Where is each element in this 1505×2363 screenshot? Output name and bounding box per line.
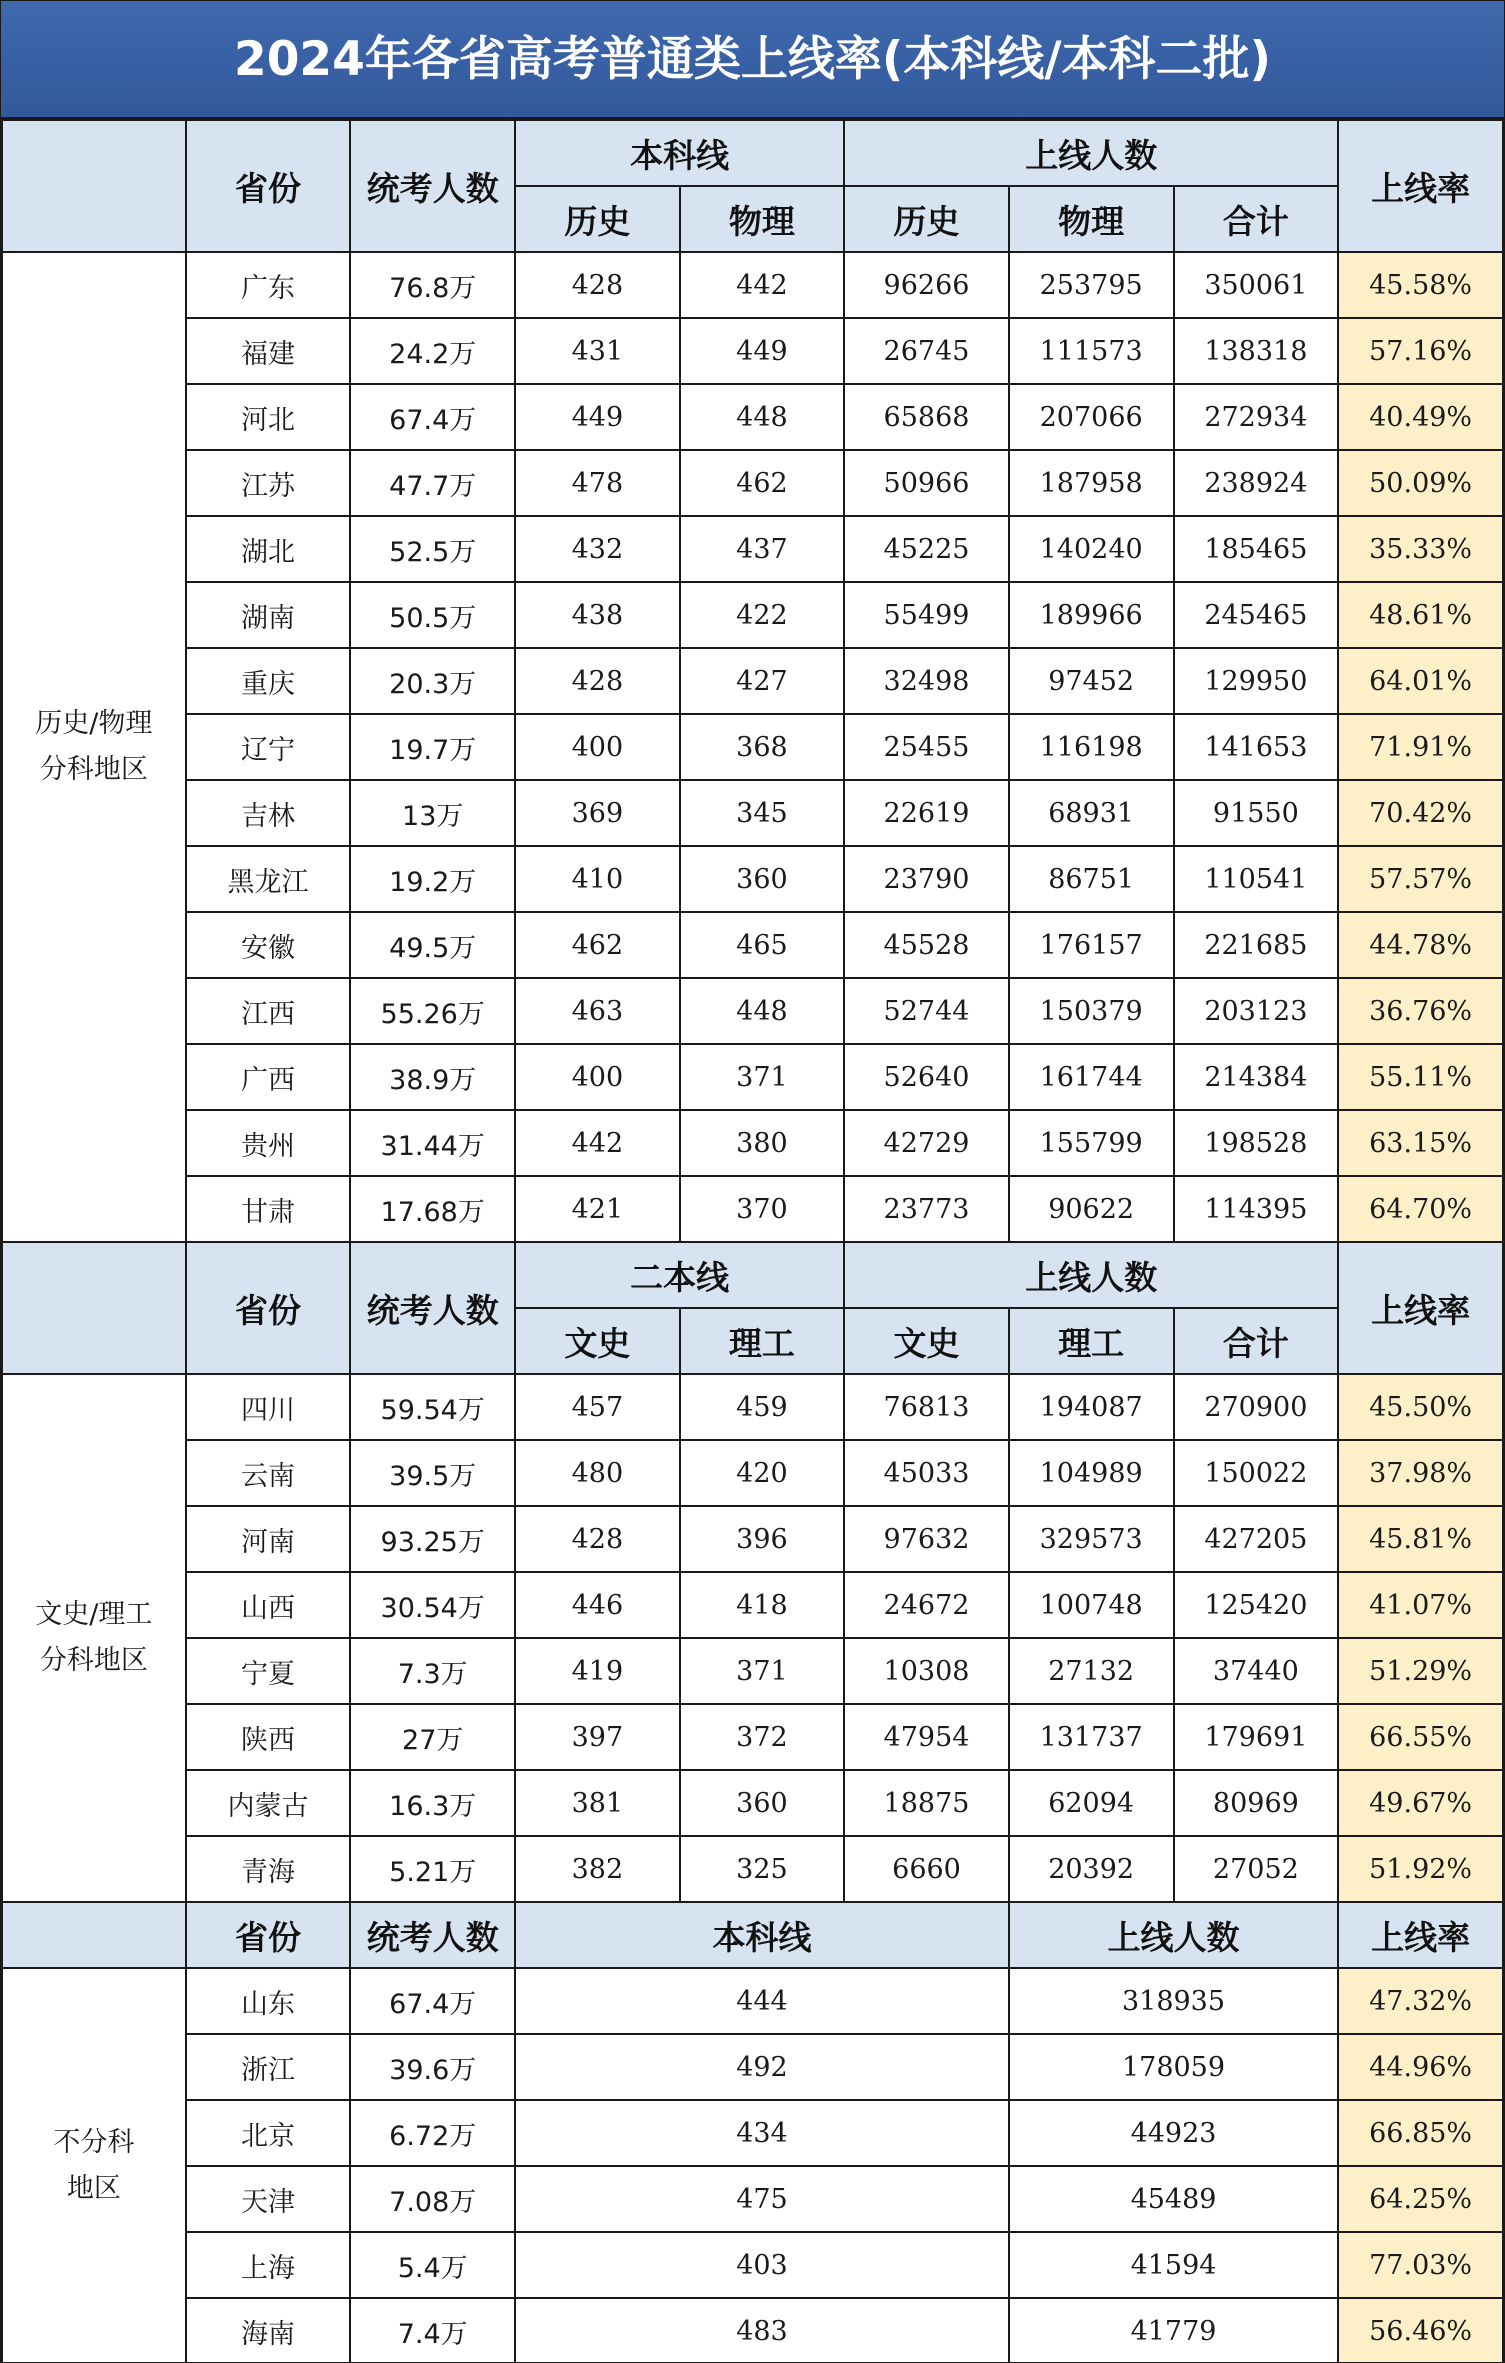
rate-cell: 35.33% (1338, 516, 1503, 582)
header-admitted-a: 历史 (844, 186, 1009, 252)
table-row (2, 1770, 1503, 1836)
admitted-b-cell: 111573 (1009, 318, 1174, 384)
line-a-cell: 431 (515, 318, 680, 384)
province-cell: 北京 (186, 2100, 351, 2166)
rate-cell: 56.46% (1338, 2298, 1503, 2363)
admitted-a-cell: 50966 (844, 450, 1009, 516)
header-total: 合计 (1174, 1308, 1339, 1374)
table-row (2, 2232, 1503, 2298)
admitted-b-cell: 100748 (1009, 1572, 1174, 1638)
rate-cell: 64.25% (1338, 2166, 1503, 2232)
admitted-a-cell: 55499 (844, 582, 1009, 648)
total-cell: 272934 (1174, 384, 1339, 450)
province-cell: 重庆 (186, 648, 351, 714)
line-a-cell: 382 (515, 1836, 680, 1902)
candidates-cell: 19.7万 (350, 714, 515, 780)
candidates-cell: 19.2万 (350, 846, 515, 912)
admitted-a-cell: 22619 (844, 780, 1009, 846)
line-a-cell: 478 (515, 450, 680, 516)
candidates-cell: 47.7万 (350, 450, 515, 516)
table-row (2, 516, 1503, 582)
admitted-b-cell: 189966 (1009, 582, 1174, 648)
candidates-cell: 6.72万 (350, 2100, 515, 2166)
admitted-a-cell: 52744 (844, 978, 1009, 1044)
admitted-a-cell: 76813 (844, 1374, 1009, 1440)
rate-cell: 37.98% (1338, 1440, 1503, 1506)
rate-cell: 48.61% (1338, 582, 1503, 648)
table-row (2, 1704, 1503, 1770)
admitted-cell: 318935 (1009, 1968, 1338, 2034)
line-b-cell: 325 (680, 1836, 845, 1902)
line-b-cell: 371 (680, 1044, 845, 1110)
header-blank (2, 1902, 186, 1968)
line-a-cell: 428 (515, 648, 680, 714)
candidates-cell: 93.25万 (350, 1506, 515, 1572)
province-cell: 甘肃 (186, 1176, 351, 1242)
header-admitted-a: 文史 (844, 1308, 1009, 1374)
total-cell: 138318 (1174, 318, 1339, 384)
province-cell: 宁夏 (186, 1638, 351, 1704)
table-row (2, 450, 1503, 516)
table-row (2, 1440, 1503, 1506)
line-a-cell: 419 (515, 1638, 680, 1704)
total-cell: 27052 (1174, 1836, 1339, 1902)
total-cell: 125420 (1174, 1572, 1339, 1638)
table-row (2, 846, 1503, 912)
header-row (2, 1902, 1503, 1968)
table-row (2, 1638, 1503, 1704)
province-cell: 陕西 (186, 1704, 351, 1770)
table-row (2, 2298, 1503, 2363)
header-province: 省份 (186, 120, 351, 252)
rate-cell: 49.67% (1338, 1770, 1503, 1836)
admitted-b-cell: 253795 (1009, 252, 1174, 318)
candidates-cell: 13万 (350, 780, 515, 846)
header-line: 二本线 (515, 1242, 844, 1308)
admitted-b-cell: 140240 (1009, 516, 1174, 582)
admitted-b-cell: 20392 (1009, 1836, 1174, 1902)
admitted-a-cell: 65868 (844, 384, 1009, 450)
admitted-b-cell: 176157 (1009, 912, 1174, 978)
total-cell: 91550 (1174, 780, 1339, 846)
admitted-a-cell: 10308 (844, 1638, 1009, 1704)
candidates-cell: 50.5万 (350, 582, 515, 648)
line-b-cell: 360 (680, 846, 845, 912)
candidates-cell: 5.21万 (350, 1836, 515, 1902)
total-cell: 37440 (1174, 1638, 1339, 1704)
table-row (2, 384, 1503, 450)
line-a-cell: 438 (515, 582, 680, 648)
admitted-b-cell: 90622 (1009, 1176, 1174, 1242)
header-row (2, 1242, 1503, 1308)
admitted-b-cell: 207066 (1009, 384, 1174, 450)
line-b-cell: 368 (680, 714, 845, 780)
province-cell: 河北 (186, 384, 351, 450)
header-admitted: 上线人数 (844, 1242, 1338, 1308)
admitted-a-cell: 45033 (844, 1440, 1009, 1506)
table-row (2, 978, 1503, 1044)
table-row (2, 582, 1503, 648)
line-b-cell: 371 (680, 1638, 845, 1704)
rate-cell: 45.81% (1338, 1506, 1503, 1572)
region-label: 历史/物理分科地区 (2, 252, 186, 1242)
province-cell: 云南 (186, 1440, 351, 1506)
admitted-b-cell: 155799 (1009, 1110, 1174, 1176)
candidates-cell: 24.2万 (350, 318, 515, 384)
admitted-b-cell: 68931 (1009, 780, 1174, 846)
candidates-cell: 31.44万 (350, 1110, 515, 1176)
rate-cell: 44.96% (1338, 2034, 1503, 2100)
header-line-b: 物理 (680, 186, 845, 252)
total-cell: 150022 (1174, 1440, 1339, 1506)
table-row (2, 1176, 1503, 1242)
total-cell: 198528 (1174, 1110, 1339, 1176)
table-row (2, 648, 1503, 714)
rate-cell: 63.15% (1338, 1110, 1503, 1176)
line-a-cell: 442 (515, 1110, 680, 1176)
total-cell: 129950 (1174, 648, 1339, 714)
province-cell: 青海 (186, 1836, 351, 1902)
admitted-a-cell: 96266 (844, 252, 1009, 318)
total-cell: 221685 (1174, 912, 1339, 978)
candidates-cell: 16.3万 (350, 1770, 515, 1836)
province-cell: 浙江 (186, 2034, 351, 2100)
province-cell: 江西 (186, 978, 351, 1044)
admitted-a-cell: 42729 (844, 1110, 1009, 1176)
line-cell: 444 (515, 1968, 1009, 2034)
header-line-b: 理工 (680, 1308, 845, 1374)
line-b-cell: 448 (680, 978, 845, 1044)
region-label: 不分科地区 (2, 1968, 186, 2363)
header-candidates: 统考人数 (350, 1242, 515, 1374)
admitted-a-cell: 23773 (844, 1176, 1009, 1242)
candidates-cell: 49.5万 (350, 912, 515, 978)
candidates-cell: 52.5万 (350, 516, 515, 582)
table-row (2, 2034, 1503, 2100)
line-a-cell: 449 (515, 384, 680, 450)
admitted-a-cell: 23790 (844, 846, 1009, 912)
province-cell: 安徽 (186, 912, 351, 978)
candidates-cell: 20.3万 (350, 648, 515, 714)
total-cell: 350061 (1174, 252, 1339, 318)
province-cell: 四川 (186, 1374, 351, 1440)
candidates-cell: 5.4万 (350, 2232, 515, 2298)
rate-cell: 51.29% (1338, 1638, 1503, 1704)
rate-cell: 70.42% (1338, 780, 1503, 846)
candidates-cell: 55.26万 (350, 978, 515, 1044)
header-rate: 上线率 (1338, 1242, 1503, 1374)
line-cell: 475 (515, 2166, 1009, 2232)
rate-cell: 36.76% (1338, 978, 1503, 1044)
rate-cell: 66.85% (1338, 2100, 1503, 2166)
total-cell: 179691 (1174, 1704, 1339, 1770)
admitted-a-cell: 24672 (844, 1572, 1009, 1638)
line-a-cell: 400 (515, 1044, 680, 1110)
admitted-a-cell: 6660 (844, 1836, 1009, 1902)
line-cell: 483 (515, 2298, 1009, 2363)
candidates-cell: 30.54万 (350, 1572, 515, 1638)
admitted-b-cell: 194087 (1009, 1374, 1174, 1440)
total-cell: 110541 (1174, 846, 1339, 912)
line-cell: 434 (515, 2100, 1009, 2166)
admission-rate-table (1, 119, 1504, 2363)
line-b-cell: 459 (680, 1374, 845, 1440)
header-candidates: 统考人数 (350, 1902, 515, 1968)
line-b-cell: 360 (680, 1770, 845, 1836)
table-row (2, 2166, 1503, 2232)
admitted-cell: 178059 (1009, 2034, 1338, 2100)
header-admitted-b: 物理 (1009, 186, 1174, 252)
line-b-cell: 420 (680, 1440, 845, 1506)
table-row (2, 912, 1503, 978)
line-b-cell: 345 (680, 780, 845, 846)
admitted-a-cell: 45528 (844, 912, 1009, 978)
rate-cell: 55.11% (1338, 1044, 1503, 1110)
header-line-a: 文史 (515, 1308, 680, 1374)
province-cell: 内蒙古 (186, 1770, 351, 1836)
admitted-a-cell: 25455 (844, 714, 1009, 780)
header-province: 省份 (186, 1902, 351, 1968)
header-blank (2, 120, 186, 252)
province-cell: 天津 (186, 2166, 351, 2232)
line-a-cell: 369 (515, 780, 680, 846)
admitted-b-cell: 187958 (1009, 450, 1174, 516)
line-a-cell: 428 (515, 252, 680, 318)
candidates-cell: 76.8万 (350, 252, 515, 318)
total-cell: 141653 (1174, 714, 1339, 780)
header-province: 省份 (186, 1242, 351, 1374)
rate-cell: 64.01% (1338, 648, 1503, 714)
table-row (2, 1968, 1503, 2034)
table-row (2, 252, 1503, 318)
header-line: 本科线 (515, 120, 844, 186)
line-a-cell: 463 (515, 978, 680, 1044)
table-row (2, 2100, 1503, 2166)
line-b-cell: 462 (680, 450, 845, 516)
candidates-cell: 39.6万 (350, 2034, 515, 2100)
rate-cell: 77.03% (1338, 2232, 1503, 2298)
table-row (2, 1374, 1503, 1440)
admitted-a-cell: 45225 (844, 516, 1009, 582)
rate-cell: 47.32% (1338, 1968, 1503, 2034)
admitted-cell: 45489 (1009, 2166, 1338, 2232)
total-cell: 80969 (1174, 1770, 1339, 1836)
line-a-cell: 428 (515, 1506, 680, 1572)
admitted-b-cell: 131737 (1009, 1704, 1174, 1770)
table-row (2, 1836, 1503, 1902)
total-cell: 427205 (1174, 1506, 1339, 1572)
rate-cell: 51.92% (1338, 1836, 1503, 1902)
header-blank (2, 1242, 186, 1374)
header-line-a: 历史 (515, 186, 680, 252)
province-cell: 江苏 (186, 450, 351, 516)
candidates-cell: 27万 (350, 1704, 515, 1770)
header-rate: 上线率 (1338, 120, 1503, 252)
rate-cell: 40.49% (1338, 384, 1503, 450)
admitted-b-cell: 86751 (1009, 846, 1174, 912)
candidates-cell: 67.4万 (350, 384, 515, 450)
province-cell: 湖北 (186, 516, 351, 582)
total-cell: 185465 (1174, 516, 1339, 582)
line-a-cell: 397 (515, 1704, 680, 1770)
admitted-a-cell: 97632 (844, 1506, 1009, 1572)
table-row (2, 1572, 1503, 1638)
line-a-cell: 410 (515, 846, 680, 912)
candidates-cell: 59.54万 (350, 1374, 515, 1440)
rate-cell: 41.07% (1338, 1572, 1503, 1638)
province-cell: 广东 (186, 252, 351, 318)
line-cell: 492 (515, 2034, 1009, 2100)
line-a-cell: 462 (515, 912, 680, 978)
candidates-cell: 39.5万 (350, 1440, 515, 1506)
line-b-cell: 380 (680, 1110, 845, 1176)
line-b-cell: 437 (680, 516, 845, 582)
total-cell: 270900 (1174, 1374, 1339, 1440)
line-b-cell: 370 (680, 1176, 845, 1242)
candidates-cell: 7.08万 (350, 2166, 515, 2232)
line-b-cell: 427 (680, 648, 845, 714)
total-cell: 203123 (1174, 978, 1339, 1044)
admitted-b-cell: 116198 (1009, 714, 1174, 780)
line-b-cell: 465 (680, 912, 845, 978)
admitted-b-cell: 161744 (1009, 1044, 1174, 1110)
header-admitted: 上线人数 (1009, 1902, 1338, 1968)
line-a-cell: 446 (515, 1572, 680, 1638)
rate-cell: 66.55% (1338, 1704, 1503, 1770)
total-cell: 214384 (1174, 1044, 1339, 1110)
candidates-cell: 38.9万 (350, 1044, 515, 1110)
admitted-a-cell: 47954 (844, 1704, 1009, 1770)
header-total: 合计 (1174, 186, 1339, 252)
candidates-cell: 67.4万 (350, 1968, 515, 2034)
rate-cell: 45.58% (1338, 252, 1503, 318)
province-cell: 吉林 (186, 780, 351, 846)
table-row (2, 780, 1503, 846)
header-admitted: 上线人数 (844, 120, 1338, 186)
header-admitted-b: 理工 (1009, 1308, 1174, 1374)
admitted-a-cell: 26745 (844, 318, 1009, 384)
admitted-cell: 41594 (1009, 2232, 1338, 2298)
rate-cell: 44.78% (1338, 912, 1503, 978)
line-a-cell: 421 (515, 1176, 680, 1242)
table-row (2, 1506, 1503, 1572)
admitted-cell: 41779 (1009, 2298, 1338, 2363)
admitted-b-cell: 62094 (1009, 1770, 1174, 1836)
table-row (2, 318, 1503, 384)
header-row (2, 120, 1503, 186)
header-candidates: 统考人数 (350, 120, 515, 252)
admitted-b-cell: 329573 (1009, 1506, 1174, 1572)
admitted-a-cell: 18875 (844, 1770, 1009, 1836)
province-cell: 湖南 (186, 582, 351, 648)
table-row (2, 1110, 1503, 1176)
line-b-cell: 449 (680, 318, 845, 384)
province-cell: 海南 (186, 2298, 351, 2363)
admitted-a-cell: 52640 (844, 1044, 1009, 1110)
province-cell: 河南 (186, 1506, 351, 1572)
province-cell: 福建 (186, 318, 351, 384)
line-b-cell: 396 (680, 1506, 845, 1572)
admitted-b-cell: 27132 (1009, 1638, 1174, 1704)
province-cell: 贵州 (186, 1110, 351, 1176)
line-a-cell: 432 (515, 516, 680, 582)
province-cell: 山西 (186, 1572, 351, 1638)
line-b-cell: 418 (680, 1572, 845, 1638)
rate-cell: 50.09% (1338, 450, 1503, 516)
province-cell: 广西 (186, 1044, 351, 1110)
header-rate: 上线率 (1338, 1902, 1503, 1968)
line-b-cell: 442 (680, 252, 845, 318)
line-b-cell: 372 (680, 1704, 845, 1770)
line-a-cell: 400 (515, 714, 680, 780)
rate-cell: 57.57% (1338, 846, 1503, 912)
admitted-b-cell: 104989 (1009, 1440, 1174, 1506)
line-a-cell: 381 (515, 1770, 680, 1836)
page-title: 2024年各省高考普通类上线率(本科线/本科二批) (1, 1, 1504, 119)
line-cell: 403 (515, 2232, 1009, 2298)
candidates-cell: 7.3万 (350, 1638, 515, 1704)
rate-cell: 64.70% (1338, 1176, 1503, 1242)
total-cell: 114395 (1174, 1176, 1339, 1242)
region-label: 文史/理工分科地区 (2, 1374, 186, 1902)
admitted-a-cell: 32498 (844, 648, 1009, 714)
candidates-cell: 7.4万 (350, 2298, 515, 2363)
line-b-cell: 422 (680, 582, 845, 648)
admitted-b-cell: 150379 (1009, 978, 1174, 1044)
province-cell: 辽宁 (186, 714, 351, 780)
province-cell: 上海 (186, 2232, 351, 2298)
province-cell: 山东 (186, 1968, 351, 2034)
rate-cell: 71.91% (1338, 714, 1503, 780)
table-row (2, 714, 1503, 780)
total-cell: 245465 (1174, 582, 1339, 648)
total-cell: 238924 (1174, 450, 1339, 516)
rate-cell: 45.50% (1338, 1374, 1503, 1440)
line-a-cell: 480 (515, 1440, 680, 1506)
province-cell: 黑龙江 (186, 846, 351, 912)
rate-cell: 57.16% (1338, 318, 1503, 384)
line-a-cell: 457 (515, 1374, 680, 1440)
admitted-cell: 44923 (1009, 2100, 1338, 2166)
candidates-cell: 17.68万 (350, 1176, 515, 1242)
admitted-b-cell: 97452 (1009, 648, 1174, 714)
header-line: 本科线 (515, 1902, 1009, 1968)
line-b-cell: 448 (680, 384, 845, 450)
table-row (2, 1044, 1503, 1110)
